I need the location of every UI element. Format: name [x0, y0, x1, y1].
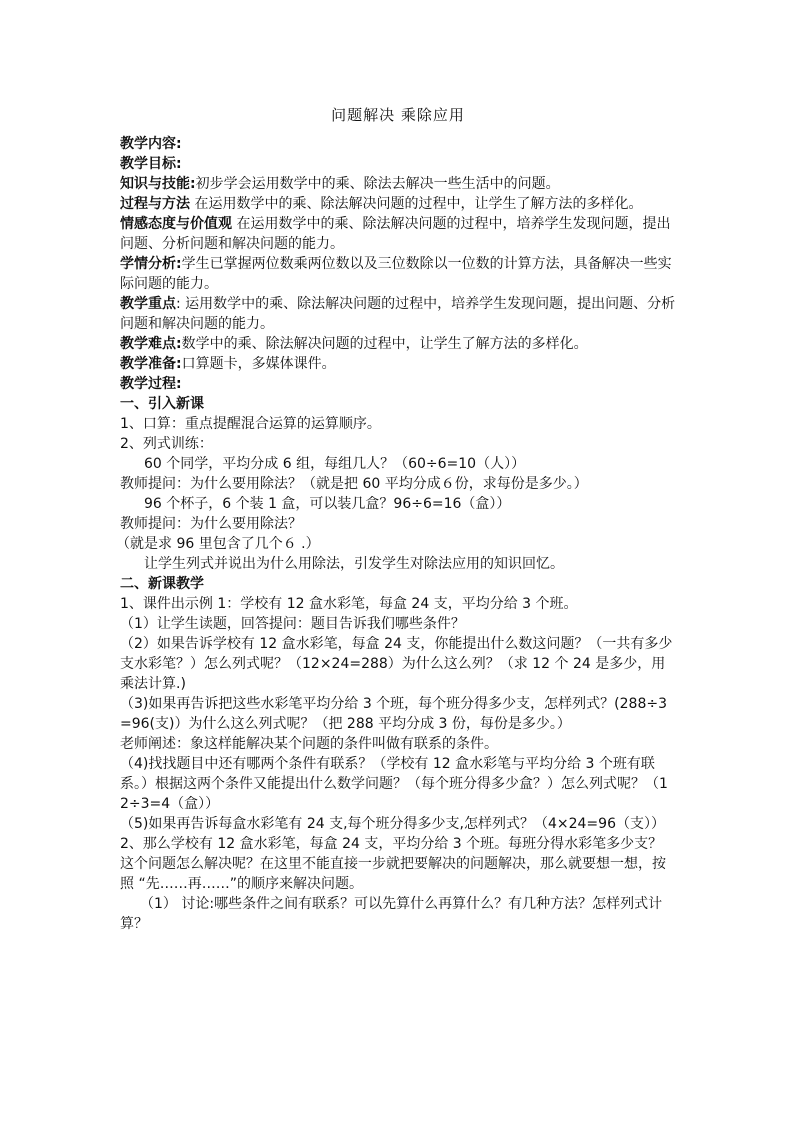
section2-heading: 二、新课教学 — [120, 576, 204, 592]
document-body — [116, 134, 676, 934]
difficulty-label: 教学难点: — [120, 336, 182, 352]
emotion-text: 在运用数学中的乘、除法解决问题的过程中，培养学生发现问题，提出问题、分析问题和解决问题的能力。 — [120, 216, 671, 252]
section2-line: （2）如果告诉学校有 12 盒水彩笔，每盒 24 支，你能提出什么数这问题？（一共有多少支水彩笔？）怎么列式呢？（12×24=288）为什么这么列？（求 12 个 24 是多少，用乘法计算.) — [120, 636, 673, 692]
key-point-label: 教学重点 — [120, 296, 176, 312]
process-paragraph — [120, 194, 676, 214]
difficulty-text: 数学中的乘、除法解决问题的过程中，让学生了解方法的多样化。 — [181, 336, 588, 352]
analysis-text: 学生已掌握两位数乘两位数以及三位数除以一位数的计算方法，具备解决一些实际问题的能力。 — [120, 256, 672, 292]
section1-line: 让学生列式并说出为什么用除法，引发学生对除法应用的知识回忆。 — [144, 556, 564, 572]
key-point-text: : 运用数学中的乘、除法解决问题的过程中，培养学生发现问题，提出问题、分析问题和解决问题的能力。 — [120, 296, 676, 332]
section2-line: （4)找找题目中还有哪两个条件有联系？（学校有 12 盒水彩笔与平均分给 3 个班有联系。）根据这两个条件又能提出什么数学问题？（每个班分得多少盒？）怎么列式呢？（12÷3=4（盒）） — [120, 756, 668, 812]
preparation-text: 口算题卡，多媒体课件。 — [181, 356, 336, 372]
section2-line: 1、课件出示例 1：学校有 12 盒水彩笔，每盒 24 支，平均分给 3 个班。 — [120, 596, 578, 612]
preparation-paragraph — [120, 354, 676, 374]
teaching-content-label: 教学内容: — [120, 136, 182, 152]
process-method-text: 在运用数学中的乘、除法解决问题的过程中，让学生了解方法的多样化。 — [190, 196, 643, 212]
section1-line: 1、口算：重点提醒混合运算的运算顺序。 — [120, 416, 381, 432]
section2-line: （1） 讨论:哪些条件之间有联系？可以先算什么再算什么？有几种方法？怎样列式计算？ — [120, 896, 663, 932]
section1-line: 60 个同学，平均分成 6 组，每组几人？（60÷6=10（人）） — [144, 456, 526, 472]
analysis-paragraph — [120, 254, 676, 294]
analysis-label: 学情分析: — [120, 256, 182, 272]
section2-line: 2、那么学校有 12 盒水彩笔，每盒 24 支，平均分给 3 个班。每班分得水彩笔多少支？这个问题怎么解决呢？在这里不能直接一步就把要解决的问题解决，那么就要想一想，按照 “先……再……”的顺序来解决问题。 — [120, 836, 666, 892]
process-method-label: 过程与方法 — [120, 196, 190, 212]
document-title: 问题解决 乘除应用 — [331, 106, 465, 124]
section2-line: （3)如果再告诉把这些水彩笔平均分给 3 个班，每个班分得多少支，怎样列式？(288÷3=96(支)）为什么这么列式呢？（把 288 平均分成 3 份，每份是多少。） — [120, 696, 667, 732]
section2-line: （1）让学生读题，回答提问：题目告诉我们哪些条件？ — [120, 616, 465, 632]
process-heading: 教学过程: — [120, 376, 182, 392]
difficulty-paragraph — [120, 334, 676, 354]
section1-line: （就是求 96 里包含了几个６ .） — [116, 536, 320, 552]
knowledge-text: 初步学会运用数学中的乘、除法去解决一些生活中的问题。 — [195, 176, 560, 192]
key-point-paragraph — [120, 294, 676, 334]
section1-line: 96 个杯子，6 个装 1 盒，可以装几盒？96÷6=16（盒）） — [144, 496, 511, 512]
section1-line: 教师提问：为什么要用除法？（就是把 60 平均分成６份，求每份是多少。） — [120, 476, 588, 492]
emotion-paragraph — [120, 214, 676, 254]
section2-line: （5)如果再告诉每盒水彩笔有 24 支,每个班分得多少支,怎样列式？（4×24=96（支）） — [120, 816, 665, 832]
section2-line: 老师阐述：象这样能解决某个问题的条件叫做有联系的条件。 — [120, 736, 498, 752]
knowledge-paragraph — [120, 174, 676, 194]
teaching-goal-label: 教学目标: — [120, 156, 182, 172]
section1-line: 2、列式训练： — [120, 436, 213, 452]
section1-line: 教师提问：为什么要用除法？ — [120, 516, 302, 532]
knowledge-label: 知识与技能: — [120, 176, 196, 192]
section1-heading: 一、引入新课 — [120, 396, 204, 412]
emotion-label: 情感态度与价值观 — [120, 216, 232, 232]
preparation-label: 教学准备: — [120, 356, 182, 372]
